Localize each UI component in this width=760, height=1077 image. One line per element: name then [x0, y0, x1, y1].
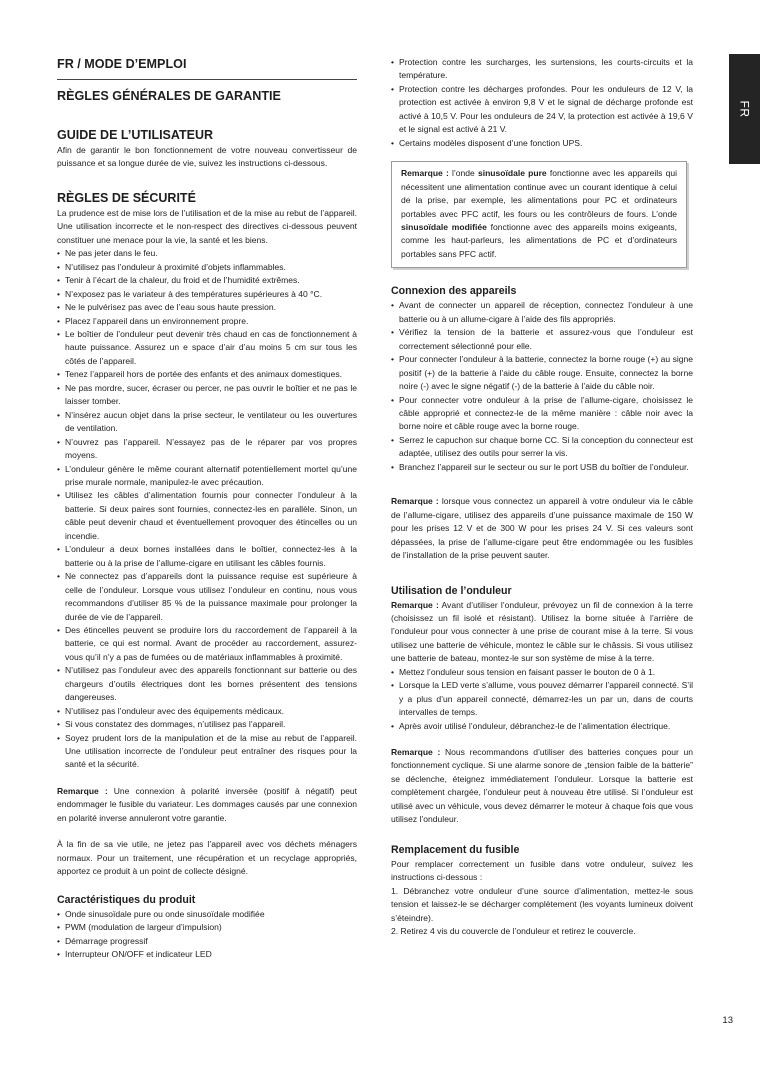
- note-emphasis: sinusoïdale pure: [477, 168, 547, 179]
- note-text: Avant d’utiliser l’onduleur, prévoyez un fil de connexion à la terre (choisissez un fil isolé et résistant). Utilisez la borne située à l’arrière de l’onduleur pour vous connecter à une prise de courant mise à la terre. Si vous utilisez une batterie de véhicule, montez le câble sur le châssis. Si vous utilisez une batterie de bateau, montez-le sur son système de mise à la terre.: [391, 599, 693, 664]
- note-text: Une connexion à polarité inversée (positif à négatif) peut endommager le fusible du variateur. Les dommages causés par une connexion en polarité inverse annuleront votre garantie.: [57, 785, 357, 823]
- fuse-step-2: 2. Retirez 4 vis du couvercle de l’onduleur et retirez le couvercle.: [391, 926, 636, 937]
- left-column: [57, 56, 357, 961]
- battery-note: [391, 746, 693, 827]
- list-item: • Branchez l’appareil sur le secteur ou sur le port USB du boîtier de l’onduleur.: [391, 461, 693, 474]
- note-text: l’onde: [448, 168, 478, 179]
- list-item: • N’ouvrez pas l’appareil. N’essayez pas de le réparer par vos propres moyens.: [57, 436, 357, 463]
- list-item: • L’onduleur génère le même courant alternatif potentiellement mortel qu’une prise murale normale, manipulez-le avec précaution.: [57, 463, 357, 490]
- list-item: • L’onduleur a deux bornes installées dans le boîtier, connectez-les à la batterie ou à la prise de l’allume-cigare en utilisant les câbles fournis.: [57, 543, 357, 570]
- list-item: • Après avoir utilisé l’onduleur, débranchez-le de l’alimentation électrique.: [391, 720, 693, 733]
- note-label: Remarque :: [57, 785, 108, 796]
- list-item: • Placez l’appareil dans un environnement propre.: [57, 315, 357, 328]
- list-item: • Interrupteur ON/OFF et indicateur LED: [57, 948, 357, 961]
- polarity-note: [57, 785, 357, 825]
- sine-note: [401, 167, 677, 261]
- language-tab-label: FR: [737, 100, 752, 118]
- list-item: • Ne pas mordre, sucer, écraser ou percer, ne pas ouvrir le boîtier et ne pas le laisser tomber.: [57, 382, 357, 409]
- list-item: • Lorsque la LED verte s’allume, vous pouvez démarrer l’appareil connecté. S’il y a plus d’un appareil connecté, démarrez-les un par un, dans de courts intervalles de temps.: [391, 679, 693, 719]
- list-item: • N’utilisez pas l’onduleur à proximité d’objets inflammables.: [57, 261, 357, 274]
- usage-note: [391, 599, 693, 666]
- features-title: Caractéristiques du produit: [57, 893, 196, 906]
- header-title: FR / MODE D’EMPLOI: [57, 57, 187, 71]
- guide-text: Afin de garantir le bon fonctionnement de votre nouveau convertisseur de puissance et sa longue durée de vie, suivez les instructions ci-dessous.: [57, 145, 357, 169]
- list-item: • Ne le pulvérisez pas avec de l’eau sous haute pression.: [57, 301, 357, 314]
- note-label: Remarque :: [391, 747, 441, 758]
- warranty-title: RÈGLES GÉNÉRALES DE GARANTIE: [57, 89, 281, 103]
- fuse-title: Remplacement du fusible: [391, 843, 520, 856]
- header-divider: [57, 79, 357, 80]
- right-column: [391, 56, 693, 938]
- list-item: • Pour connecter votre onduleur à la prise de l’allume-cigare, choisissez le câble approprié et connectez-le de la même manière : câble noir avec la borne noire et câble rouge avec la borne rouge.: [391, 394, 693, 434]
- list-item: • Onde sinusoïdale pure ou onde sinusoïdale modifiée: [57, 908, 357, 921]
- note-text: fonctionne avec des appareils moins exigeants, comme les haut-parleurs, les alimentations de PC et d’ordinateurs portables sans PFC actif.: [401, 221, 678, 259]
- list-item: • Protection contre les décharges profondes. Pour les onduleurs de 12 V, la protection est activée à environ 9,8 V et le signal de décharge profonde est activé à 10,5 V. Pour les onduleurs de 24 V, la protection est activée à 19,6 V et le signal est activé à 21 V.: [391, 83, 693, 137]
- list-item: • Ne pas jeter dans le feu.: [57, 247, 357, 260]
- list-item: • Mettez l’onduleur sous tension en faisant passer le bouton de 0 à 1.: [391, 666, 693, 679]
- note-text: lorsque vous connectez un appareil à votre onduleur via le câble de l’allume-cigare, utilisez des appareils d’une puissance maximale de 150 W pour les prises 12 V et de 300 W pour les prises 24 V. Si ces valeurs sont dépassées, la prise de l’allume-cigare peut être endommagée ou les fusibles de l’installation de la prise peuvent sauter.: [391, 496, 693, 561]
- list-item: • N’insérez aucun objet dans la prise secteur, le ventilateur ou les ouvertures de ventilation.: [57, 409, 357, 436]
- safety-title: RÈGLES DE SÉCURITÉ: [57, 190, 196, 205]
- usage-title: Utilisation de l’onduleur: [391, 584, 512, 597]
- list-item: • Pour connecter l’onduleur à la batterie, connectez la borne rouge (+) au signe positif (+) de la batterie à l’aide du câble rouge. Ensuite, connectez la borne noire (-) avec le signe négatif (-) de la batterie à l’aide du câble noir.: [391, 353, 693, 393]
- list-item: • N’exposez pas le variateur à des températures supérieures à 40 °C.: [57, 288, 357, 301]
- note-emphasis: sinusoïdale modifiée: [401, 221, 487, 232]
- list-item: • Serrez le capuchon sur chaque borne CC. Si la conception du connecteur est adaptée, utilisez des outils pour serrer la vis.: [391, 434, 693, 461]
- language-tab: [729, 54, 760, 164]
- list-item: • Avant de connecter un appareil de réception, connectez l’onduleur à une batterie ou à un allume-cigare à l’aide des fils appropriés.: [391, 299, 693, 326]
- connection-title: Connexion des appareils: [391, 285, 517, 298]
- disposal-text: À la fin de sa vie utile, ne jetez pas l’appareil avec vos déchets ménagers normaux. Pour un traitement, une récupération et un recyclage appropriés, apportez ce produit à un point de collecte désigné.: [57, 839, 357, 877]
- safety-list: [57, 247, 357, 772]
- list-item: • Le boîtier de l’onduleur peut devenir très chaud en cas de fonctionnement à haute puissance. Assurez un e space d’air d’au moins 5 cm sur tous les côtés de l’appareil.: [57, 328, 357, 368]
- list-item: • Soyez prudent lors de la manipulation et de la mise au rebut de l’appareil. Une utilisation incorrecte de l’onduleur peut entraîner des risques pour la santé et la sécurité.: [57, 732, 357, 772]
- safety-intro: La prudence est de mise lors de l’utilisation et de la mise au rebut de l’appareil. Une utilisation incorrecte et le non-respect des directives ci-dessous peuvent constituer une menace pour la vie, la santé et les biens.: [57, 207, 357, 245]
- list-item: • N’utilisez pas l’onduleur avec des équipements médicaux.: [57, 705, 357, 718]
- note-label: Remarque :: [391, 496, 439, 507]
- list-item: • Des étincelles peuvent se produire lors du raccordement de l’appareil à la batterie, ce qui est normal. Avant de procéder au raccordement, assurez-vous qu’il n’y a pas de fumées ou de matériaux inflammables à proximité.: [57, 624, 357, 664]
- list-item: • Tenir à l’écart de la chaleur, du froid et de l’humidité extrêmes.: [57, 274, 357, 287]
- usage-list: [391, 666, 693, 733]
- cigarette-note: [391, 495, 693, 562]
- note-text: fonctionne avec les appareils qui nécessitent une alimentation continue avec un courant identique à celui de la prise, par exemple, les alimentations pour PC et ordinateurs portables avec PFC actif, les fours ou les contrôleurs de fours. L’onde: [401, 168, 677, 219]
- connection-list: [391, 299, 693, 474]
- sine-note-box: [391, 161, 687, 268]
- guide-title: GUIDE DE L’UTILISATEUR: [57, 128, 214, 142]
- protection-list: [391, 56, 693, 150]
- list-item: • Utilisez les câbles d’alimentation fournis pour connecter l’onduleur à la batterie. Si deux paires sont fournies, connectez-les en parallèle. Sinon, un câble peut devenir chaud et éventuellement provoquer des étincelles ou un incendie.: [57, 489, 357, 543]
- list-item: • Démarrage progressif: [57, 935, 357, 948]
- list-item: • Si vous constatez des dommages, n’utilisez pas l’appareil.: [57, 718, 357, 731]
- list-item: • Tenez l’appareil hors de portée des enfants et des animaux domestiques.: [57, 368, 357, 381]
- list-item: • N’utilisez pas l’onduleur avec des appareils fonctionnant sur batterie ou des chargeurs d’outils électriques dont les bornes présentent des tensions dangereuses.: [57, 664, 357, 704]
- note-text: Nous recommandons d’utiliser des batteries conçues pour un fonctionnement cyclique. Si une alarme sonore de „tension faible de la batterie” se déclenche, éteignez immédiatement l’onduleur. Lorsque la batterie est complètement chargée, l’onduleur peut à nouveau être utilisé. Si l’onduleur est utilisé avec un véhicule, vous devez démarrer le moteur à chaque fois que vous utilisez l’onduleur.: [391, 747, 693, 825]
- page-number: 13: [722, 1015, 733, 1026]
- list-item: • Protection contre les surcharges, les surtensions, les courts-circuits et la température.: [391, 56, 693, 83]
- list-item: • Certains modèles disposent d’une fonction UPS.: [391, 137, 693, 150]
- fuse-intro: Pour remplacer correctement un fusible dans votre onduleur, suivez les instructions ci-dessous :: [391, 858, 693, 883]
- list-item: • Vérifiez la tension de la batterie et assurez-vous que l’onduleur est correctement sélectionné pour elle.: [391, 326, 693, 353]
- note-label: Remarque :: [391, 599, 439, 610]
- note-label: Remarque :: [401, 168, 449, 179]
- features-list: [57, 908, 357, 962]
- list-item: • Ne connectez pas d’appareils dont la puissance requise est supérieure à celle de l’onduleur. Lorsque vous utilisez l’onduleur en continu, nous vous recommandons d’utiliser 85 % de la puissance maximale pour prolonger la durée de vie de l’appareil.: [57, 570, 357, 624]
- fuse-step-1: 1. Débranchez votre onduleur d’une source d’alimentation, mettez-le sous tension et laissez-le se décharger complètement (les voyants lumineux doivent s’éteindre).: [391, 885, 693, 923]
- list-item: • PWM (modulation de largeur d’impulsion): [57, 921, 357, 934]
